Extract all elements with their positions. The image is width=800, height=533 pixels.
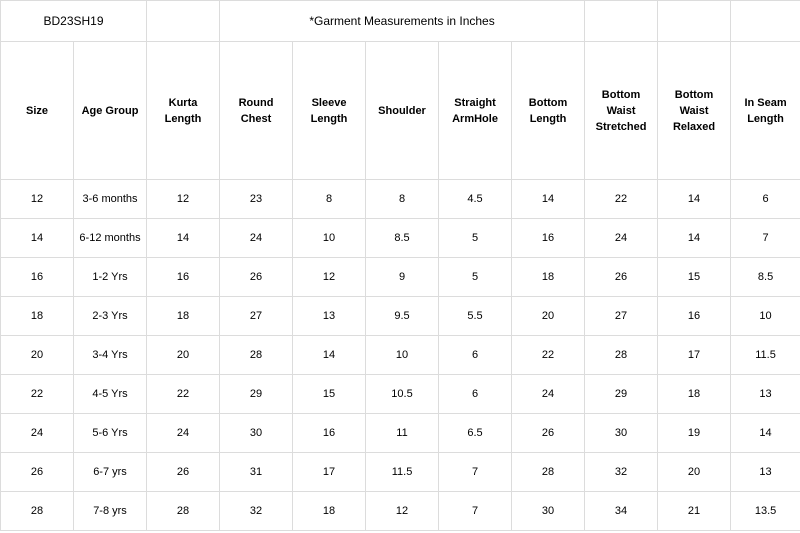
cell-size: 20: [1, 336, 74, 375]
cell-in-seam-length: 13: [731, 453, 800, 492]
cell-straight-armhole: 5: [439, 258, 512, 297]
cell-sleeve-length: 12: [293, 258, 366, 297]
table-row: [1, 297, 800, 336]
cell-age-group: 1-2 Yrs: [74, 258, 147, 297]
cell-straight-armhole: 6: [439, 375, 512, 414]
cell-in-seam-length: 14: [731, 414, 800, 453]
product-code: BD23SH19: [1, 1, 147, 42]
cell-shoulder: 8.5: [366, 219, 439, 258]
cell-bottom-waist-relaxed: 20: [658, 453, 731, 492]
cell-round-chest: 28: [220, 336, 293, 375]
cell-bottom-waist-relaxed: 14: [658, 219, 731, 258]
cell-kurta-length: 24: [147, 414, 220, 453]
cell-round-chest: 24: [220, 219, 293, 258]
table-row: [1, 180, 800, 219]
cell-sleeve-length: 15: [293, 375, 366, 414]
cell-size: 18: [1, 297, 74, 336]
cell-kurta-length: 22: [147, 375, 220, 414]
cell-in-seam-length: 11.5: [731, 336, 800, 375]
header-kurta-length: Kurta Length: [147, 42, 220, 180]
cell-kurta-length: 26: [147, 453, 220, 492]
table-row: [1, 375, 800, 414]
header-age-group: Age Group: [74, 42, 147, 180]
cell-bottom-waist-stretched: 34: [585, 492, 658, 531]
cell-age-group: 4-5 Yrs: [74, 375, 147, 414]
table-row: [1, 492, 800, 531]
cell-in-seam-length: 7: [731, 219, 800, 258]
table-row: [1, 414, 800, 453]
cell-straight-armhole: 5: [439, 219, 512, 258]
cell-bottom-waist-relaxed: 17: [658, 336, 731, 375]
cell-shoulder: 8: [366, 180, 439, 219]
header-straight-armhole: Straight ArmHole: [439, 42, 512, 180]
cell-size: 24: [1, 414, 74, 453]
measurement-note: *Garment Measurements in Inches: [220, 1, 585, 42]
header-sleeve-length: Sleeve Length: [293, 42, 366, 180]
cell-size: 16: [1, 258, 74, 297]
empty-cell: [658, 1, 731, 42]
cell-round-chest: 30: [220, 414, 293, 453]
cell-straight-armhole: 6: [439, 336, 512, 375]
cell-age-group: 3-4 Yrs: [74, 336, 147, 375]
cell-round-chest: 31: [220, 453, 293, 492]
cell-kurta-length: 18: [147, 297, 220, 336]
cell-bottom-length: 28: [512, 453, 585, 492]
header-bottom-waist-stretched: Bottom Waist Stretched: [585, 42, 658, 180]
cell-bottom-length: 18: [512, 258, 585, 297]
header-shoulder: Shoulder: [366, 42, 439, 180]
cell-bottom-waist-relaxed: 16: [658, 297, 731, 336]
cell-size: 12: [1, 180, 74, 219]
header-in-seam-length: In Seam Length: [731, 42, 800, 180]
cell-sleeve-length: 8: [293, 180, 366, 219]
cell-bottom-length: 16: [512, 219, 585, 258]
cell-age-group: 6-12 months: [74, 219, 147, 258]
cell-bottom-waist-stretched: 27: [585, 297, 658, 336]
cell-in-seam-length: 10: [731, 297, 800, 336]
cell-round-chest: 29: [220, 375, 293, 414]
cell-in-seam-length: 8.5: [731, 258, 800, 297]
cell-bottom-length: 24: [512, 375, 585, 414]
cell-sleeve-length: 13: [293, 297, 366, 336]
empty-cell: [585, 1, 658, 42]
cell-bottom-waist-stretched: 28: [585, 336, 658, 375]
cell-round-chest: 23: [220, 180, 293, 219]
cell-sleeve-length: 14: [293, 336, 366, 375]
cell-bottom-length: 26: [512, 414, 585, 453]
cell-size: 28: [1, 492, 74, 531]
cell-in-seam-length: 13: [731, 375, 800, 414]
cell-shoulder: 9.5: [366, 297, 439, 336]
cell-round-chest: 26: [220, 258, 293, 297]
cell-shoulder: 12: [366, 492, 439, 531]
cell-size: 14: [1, 219, 74, 258]
empty-cell: [147, 1, 220, 42]
cell-age-group: 7-8 yrs: [74, 492, 147, 531]
cell-bottom-waist-relaxed: 18: [658, 375, 731, 414]
cell-shoulder: 10.5: [366, 375, 439, 414]
title-row: [1, 1, 800, 42]
cell-bottom-waist-relaxed: 21: [658, 492, 731, 531]
header-row: [1, 42, 800, 180]
empty-cell: [731, 1, 800, 42]
cell-sleeve-length: 17: [293, 453, 366, 492]
cell-straight-armhole: 5.5: [439, 297, 512, 336]
cell-bottom-waist-stretched: 32: [585, 453, 658, 492]
cell-bottom-length: 14: [512, 180, 585, 219]
cell-round-chest: 32: [220, 492, 293, 531]
cell-age-group: 6-7 yrs: [74, 453, 147, 492]
cell-bottom-length: 20: [512, 297, 585, 336]
cell-bottom-waist-stretched: 26: [585, 258, 658, 297]
cell-straight-armhole: 7: [439, 453, 512, 492]
cell-straight-armhole: 6.5: [439, 414, 512, 453]
cell-sleeve-length: 16: [293, 414, 366, 453]
cell-age-group: 2-3 Yrs: [74, 297, 147, 336]
header-size: Size: [1, 42, 74, 180]
cell-kurta-length: 16: [147, 258, 220, 297]
cell-bottom-waist-relaxed: 15: [658, 258, 731, 297]
cell-round-chest: 27: [220, 297, 293, 336]
cell-shoulder: 10: [366, 336, 439, 375]
cell-age-group: 3-6 months: [74, 180, 147, 219]
cell-sleeve-length: 18: [293, 492, 366, 531]
cell-shoulder: 11.5: [366, 453, 439, 492]
cell-bottom-waist-stretched: 24: [585, 219, 658, 258]
cell-bottom-length: 30: [512, 492, 585, 531]
cell-bottom-waist-stretched: 29: [585, 375, 658, 414]
cell-size: 22: [1, 375, 74, 414]
cell-kurta-length: 14: [147, 219, 220, 258]
table-row: [1, 258, 800, 297]
cell-bottom-waist-relaxed: 19: [658, 414, 731, 453]
header-bottom-waist-relaxed: Bottom Waist Relaxed: [658, 42, 731, 180]
table-row: [1, 219, 800, 258]
cell-size: 26: [1, 453, 74, 492]
cell-bottom-waist-stretched: 22: [585, 180, 658, 219]
table-row: [1, 336, 800, 375]
cell-shoulder: 9: [366, 258, 439, 297]
cell-kurta-length: 28: [147, 492, 220, 531]
cell-bottom-waist-relaxed: 14: [658, 180, 731, 219]
cell-sleeve-length: 10: [293, 219, 366, 258]
cell-age-group: 5-6 Yrs: [74, 414, 147, 453]
cell-in-seam-length: 6: [731, 180, 800, 219]
table-body: [1, 1, 800, 531]
header-bottom-length: Bottom Length: [512, 42, 585, 180]
cell-in-seam-length: 13.5: [731, 492, 800, 531]
cell-straight-armhole: 7: [439, 492, 512, 531]
cell-bottom-waist-stretched: 30: [585, 414, 658, 453]
cell-shoulder: 11: [366, 414, 439, 453]
cell-straight-armhole: 4.5: [439, 180, 512, 219]
header-round-chest: Round Chest: [220, 42, 293, 180]
table-row: [1, 453, 800, 492]
cell-bottom-length: 22: [512, 336, 585, 375]
cell-kurta-length: 12: [147, 180, 220, 219]
cell-kurta-length: 20: [147, 336, 220, 375]
